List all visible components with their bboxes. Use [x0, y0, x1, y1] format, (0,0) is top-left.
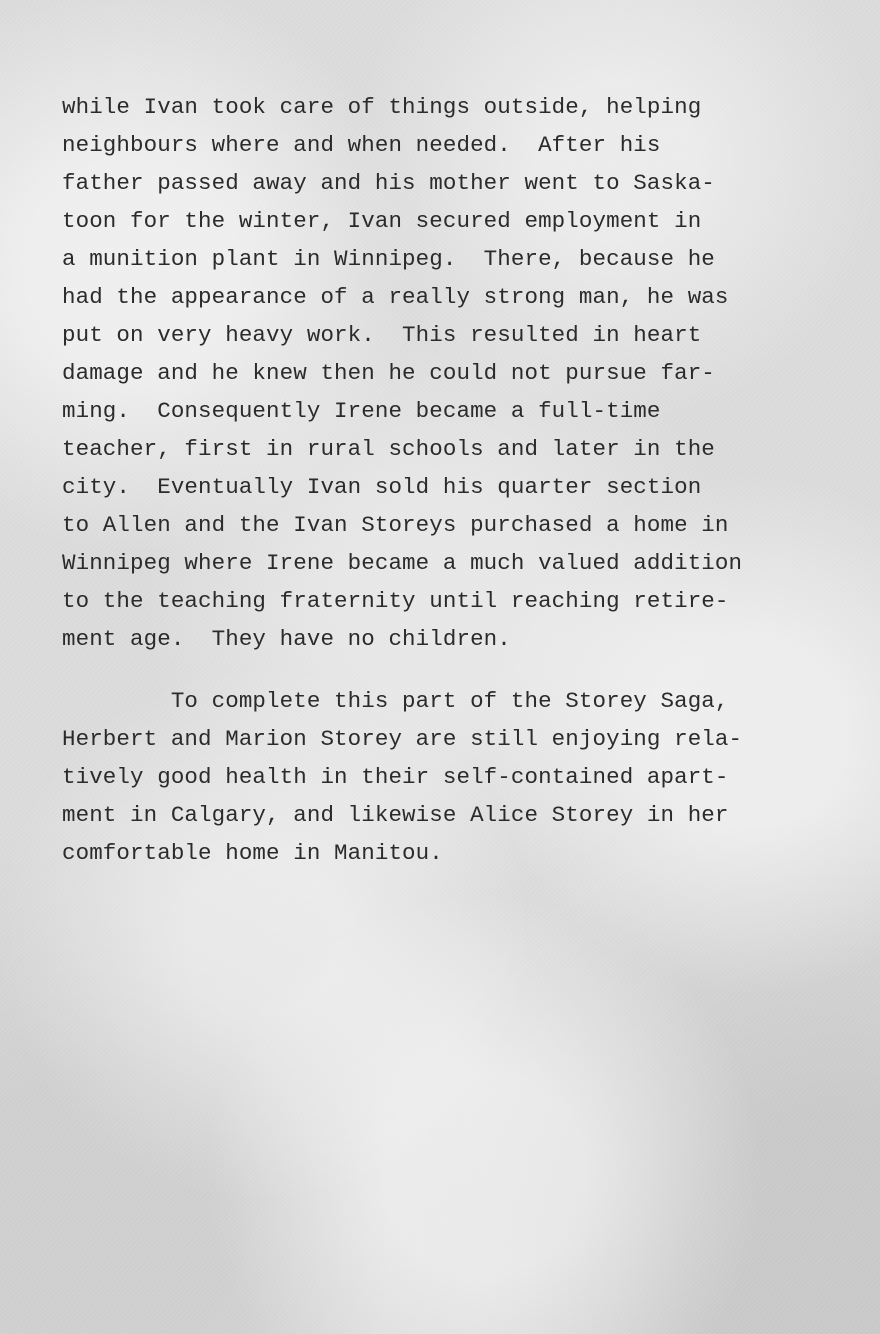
text-line: comfortable home in Manitou.: [62, 840, 443, 866]
text-line: father passed away and his mother went to Saska-: [62, 170, 715, 196]
text-line: toon for the winter, Ivan secured employment in: [62, 208, 702, 234]
text-line: Winnipeg where Irene became a much valued addition: [62, 550, 743, 576]
text-line: put on very heavy work. This resulted in heart: [62, 322, 702, 348]
text-line: ment in Calgary, and likewise Alice Storey in her: [62, 802, 729, 828]
text-line: Herbert and Marion Storey are still enjoying rela-: [62, 726, 743, 752]
text-line: neighbours where and when needed. After his: [62, 132, 661, 158]
text-line: ment age. They have no children.: [62, 626, 511, 652]
text-line: while Ivan took care of things outside, helping: [62, 94, 702, 120]
text-line: To complete this part of the Storey Saga,: [62, 688, 729, 714]
text-line: ming. Consequently Irene became a full-time: [62, 398, 661, 424]
text-line: damage and he knew then he could not pursue far-: [62, 360, 715, 386]
text-line: teacher, first in rural schools and later in the: [62, 436, 715, 462]
text-line: to the teaching fraternity until reaching retire-: [62, 588, 729, 614]
text-line: had the appearance of a really strong man, he was: [62, 284, 729, 310]
paragraph-ivan-irene: [62, 88, 742, 658]
paragraph-storey-saga: [62, 682, 742, 872]
text-line: city. Eventually Ivan sold his quarter section: [62, 474, 702, 500]
text-line: tively good health in their self-contained apart-: [62, 764, 729, 790]
text-line: to Allen and the Ivan Storeys purchased a home in: [62, 512, 729, 538]
text-line: a munition plant in Winnipeg. There, because he: [62, 246, 715, 272]
